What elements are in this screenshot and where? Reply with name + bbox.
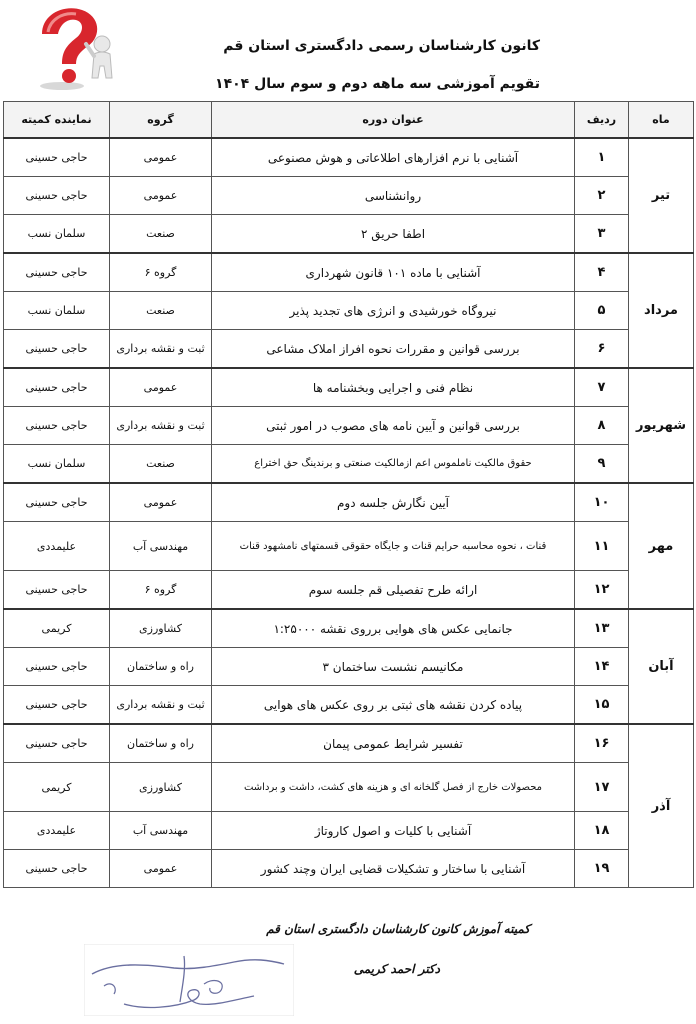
committee-rep: حاجی حسینی	[4, 253, 110, 292]
table-row	[4, 138, 694, 177]
course-group: عمومی	[110, 850, 212, 888]
table-row	[4, 763, 694, 812]
committee-rep: کریمی	[4, 609, 110, 648]
course-title: نظام فنی و اجرایی وبخشنامه ها	[212, 368, 575, 407]
course-title: ارائه طرح تفصیلی قم جلسه سوم	[212, 571, 575, 610]
signer-name: دکتر احمد کریمی	[353, 962, 440, 976]
month-cell: مهر	[629, 483, 694, 609]
row-number: ۴	[575, 253, 629, 292]
committee-rep: سلمان نسب	[4, 292, 110, 330]
table-row	[4, 445, 694, 484]
committee-rep: علیمددی	[4, 522, 110, 571]
table-row	[4, 407, 694, 445]
committee-rep: حاجی حسینی	[4, 138, 110, 177]
row-number: ۶	[575, 330, 629, 369]
table-row	[4, 368, 694, 407]
row-number: ۱۲	[575, 571, 629, 610]
committee-rep: علیمددی	[4, 812, 110, 850]
table-row	[4, 686, 694, 725]
course-title: آیین نگارش جلسه دوم	[212, 483, 575, 522]
course-title: محصولات خارج از فصل گلخانه ای و هزینه های کشت، داشت و برداشت	[212, 763, 575, 812]
row-number: ۱۹	[575, 850, 629, 888]
course-group: ثبت و نقشه برداری	[110, 330, 212, 369]
course-title: مکانیسم نشست ساختمان ۳	[212, 648, 575, 686]
header-group: گروه	[110, 102, 212, 139]
row-number: ۱۷	[575, 763, 629, 812]
course-group: راه و ساختمان	[110, 724, 212, 763]
course-group: کشاورزی	[110, 763, 212, 812]
table-row	[4, 850, 694, 888]
committee-rep: حاجی حسینی	[4, 330, 110, 369]
committee-rep: حاجی حسینی	[4, 648, 110, 686]
committee-rep: حاجی حسینی	[4, 850, 110, 888]
question-man-icon	[28, 4, 124, 92]
course-title: آشنایی با ساختار و تشکیلات قضایی ایران وچند کشور	[212, 850, 575, 888]
course-title: آشنایی با نرم افزارهای اطلاعاتی و هوش مصنوعی	[212, 138, 575, 177]
course-title: قنات ، نحوه محاسبه حرایم قنات و جایگاه حقوقی قسمتهای نامشهود قنات	[212, 522, 575, 571]
row-number: ۱۳	[575, 609, 629, 648]
row-number: ۱۶	[575, 724, 629, 763]
row-number: ۵	[575, 292, 629, 330]
table-row	[4, 571, 694, 610]
committee-rep: حاجی حسینی	[4, 368, 110, 407]
course-group: صنعت	[110, 292, 212, 330]
course-title: تفسیر شرایط عمومی پیمان	[212, 724, 575, 763]
course-title: جانمایی عکس های هوایی برروی نقشه ۱:۲۵۰۰۰	[212, 609, 575, 648]
course-group: مهندسی آب	[110, 812, 212, 850]
row-number: ۱۴	[575, 648, 629, 686]
course-group: صنعت	[110, 445, 212, 484]
committee-rep: حاجی حسینی	[4, 177, 110, 215]
course-group: کشاورزی	[110, 609, 212, 648]
course-group: عمومی	[110, 177, 212, 215]
month-cell: تیر	[629, 138, 694, 253]
handwritten-signature	[84, 944, 294, 1016]
month-cell: آذر	[629, 724, 694, 888]
course-group: مهندسی آب	[110, 522, 212, 571]
row-number: ۹	[575, 445, 629, 484]
row-number: ۱۱	[575, 522, 629, 571]
row-number: ۲	[575, 177, 629, 215]
header-row-number: ردیف	[575, 102, 629, 139]
table-row	[4, 215, 694, 254]
course-group: عمومی	[110, 368, 212, 407]
course-title: پیاده کردن نقشه های ثبتی بر روی عکس های هوایی	[212, 686, 575, 725]
course-title: حقوق مالکیت ناملموس اعم ازمالکیت صنعتی و برندینگ حق اختراع	[212, 445, 575, 484]
calendar-title: تقویم آموزشی سه ماهه دوم و سوم سال ۱۴۰۴	[215, 76, 540, 92]
table-row	[4, 522, 694, 571]
table-row	[4, 292, 694, 330]
course-group: گروه ۶	[110, 571, 212, 610]
committee-rep: حاجی حسینی	[4, 571, 110, 610]
course-group: گروه ۶	[110, 253, 212, 292]
course-title: اطفا حریق ۲	[212, 215, 575, 254]
course-title: آشنایی با کلیات و اصول کاروتاژ	[212, 812, 575, 850]
course-title: بررسی قوانین و مقررات نحوه افراز املاک مشاعی	[212, 330, 575, 369]
row-number: ۱	[575, 138, 629, 177]
course-title: بررسی قوانین و آیین نامه های مصوب در امور ثبتی	[212, 407, 575, 445]
table-row	[4, 330, 694, 369]
course-title: نیروگاه خورشیدی و انرژی های تجدید پذیر	[212, 292, 575, 330]
committee-rep: حاجی حسینی	[4, 407, 110, 445]
schedule-table	[3, 101, 694, 888]
committee-rep: سلمان نسب	[4, 215, 110, 254]
month-cell: شهریور	[629, 368, 694, 483]
course-title: روانشناسی	[212, 177, 575, 215]
header-month: ماه	[629, 102, 694, 139]
committee-rep: کریمی	[4, 763, 110, 812]
table-row	[4, 253, 694, 292]
course-group: راه و ساختمان	[110, 648, 212, 686]
table-row	[4, 724, 694, 763]
course-title: آشنایی با ماده ۱۰۱ قانون شهرداری	[212, 253, 575, 292]
row-number: ۳	[575, 215, 629, 254]
committee-rep: حاجی حسینی	[4, 724, 110, 763]
committee-rep: حاجی حسینی	[4, 483, 110, 522]
course-group: ثبت و نقشه برداری	[110, 407, 212, 445]
table-row	[4, 177, 694, 215]
table-header-row	[4, 102, 694, 139]
committee-rep: سلمان نسب	[4, 445, 110, 484]
row-number: ۱۰	[575, 483, 629, 522]
table-row	[4, 812, 694, 850]
committee-name: کمیته آموزش کانون کارشناسان دادگستری استان قم	[266, 922, 530, 936]
row-number: ۱۸	[575, 812, 629, 850]
table-row	[4, 483, 694, 522]
course-group: صنعت	[110, 215, 212, 254]
row-number: ۸	[575, 407, 629, 445]
course-group: عمومی	[110, 483, 212, 522]
header-course-title: عنوان دوره	[212, 102, 575, 139]
row-number: ۷	[575, 368, 629, 407]
org-title: کانون کارشناسان رسمی دادگستری استان قم	[223, 38, 540, 54]
committee-rep: حاجی حسینی	[4, 686, 110, 725]
month-cell: آبان	[629, 609, 694, 724]
course-group: عمومی	[110, 138, 212, 177]
month-cell: مرداد	[629, 253, 694, 368]
header-committee-rep: نماینده کمیته	[4, 102, 110, 139]
row-number: ۱۵	[575, 686, 629, 725]
table-row	[4, 609, 694, 648]
course-group: ثبت و نقشه برداری	[110, 686, 212, 725]
table-row	[4, 648, 694, 686]
